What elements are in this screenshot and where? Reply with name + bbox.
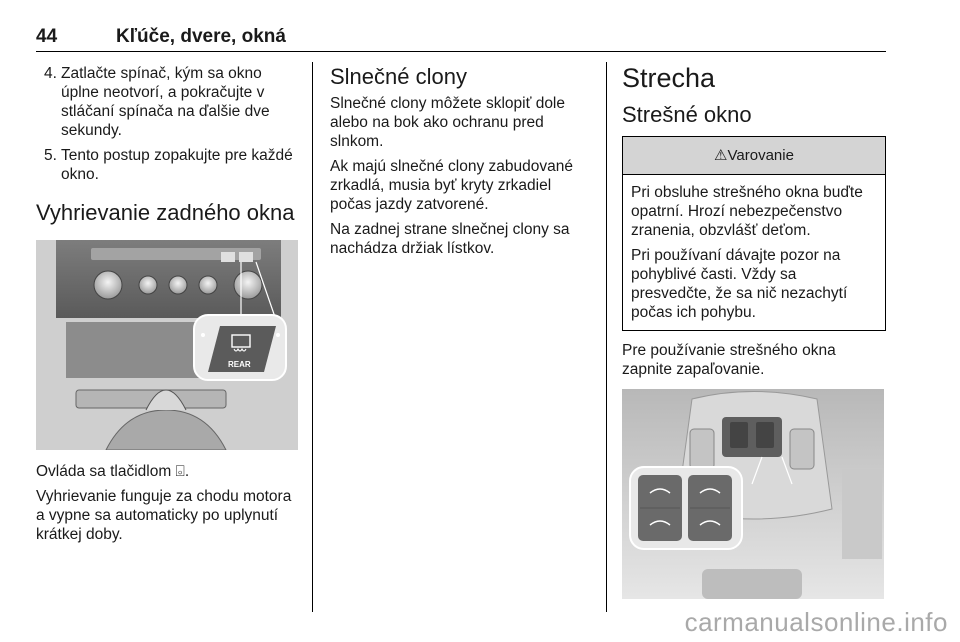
- sunroof-illustration: [622, 389, 884, 599]
- section-title-sun-visors: Slnečné clony: [330, 64, 467, 89]
- column-divider-1: [312, 62, 313, 612]
- column-divider-2: [606, 62, 607, 612]
- page-header: [36, 26, 886, 52]
- section-title-rear-heating: Vyhrievanie zadného okna: [36, 200, 295, 225]
- steps-list: [36, 64, 302, 184]
- sun-visor-paragraph: Ak majú slnečné clony zabudované zrkadlá, musia byť kryty zrkadiel počas jazdy zatvorené.: [330, 158, 573, 213]
- page-number: 44: [36, 26, 58, 47]
- sunroof-switch-image: [622, 389, 884, 599]
- warning-heading: Varovanie: [727, 147, 794, 164]
- console-illustration: [36, 240, 298, 450]
- warning-icon: ⚠: [714, 147, 728, 164]
- step-item: [36, 64, 302, 140]
- rear-heating-description: Vyhrievanie funguje za chodu motora a vypne sa automaticky po uplynutí krátkej doby.: [36, 488, 292, 543]
- sunroof-ignition-text: Pre používanie strešného okna zapnite zapaľovanie.: [622, 342, 836, 378]
- watermark: carmanualsonline.info: [684, 607, 948, 637]
- section-title-roof: Strecha: [622, 63, 716, 93]
- sunroof-switch-callout: [630, 467, 742, 549]
- column-3: [622, 62, 886, 599]
- step-text: Tento postup zopakujte pre každé okno.: [61, 147, 293, 183]
- warning-box: [622, 136, 886, 331]
- rear-defrost-console-image: [36, 240, 298, 450]
- sun-visor-paragraph: Slnečné clony môžete sklopiť dole alebo na bok ako ochranu pred slnkom.: [330, 95, 565, 150]
- warning-paragraph: Pri používaní dávajte pozor na pohyblivé časti. Vždy sa presvedčte, že sa nič nezachytí počas ich pohybu.: [631, 247, 848, 321]
- warning-header: [623, 137, 885, 175]
- section-title-sunroof: Strešné okno: [622, 102, 752, 127]
- step-text: Zatlačte spínač, kým sa okno úplne neotvorí, a pokračujte v stláčaní spínača na ďalšie dve sekundy.: [61, 65, 270, 139]
- rear-button-callout: [194, 315, 286, 380]
- rear-heating-control-text: Ovláda sa tlačidlom ⌻.: [36, 463, 190, 480]
- warning-body: [623, 175, 885, 330]
- warning-paragraph: Pri obsluhe strešného okna buďte opatrní. Hrozí nebezpečenstvo zranenia, obzvlášť deťom.: [631, 184, 863, 239]
- rear-button-label: REAR: [228, 360, 251, 369]
- step-item: [36, 146, 302, 184]
- column-1: [36, 64, 302, 550]
- sun-visor-paragraph: Na zadnej strane slnečnej clony sa nachádza držiak lístkov.: [330, 221, 570, 257]
- step-number: 4.: [44, 65, 57, 82]
- column-2: [330, 64, 594, 264]
- chapter-title: Kľúče, dvere, okná: [116, 26, 286, 47]
- step-number: 5.: [44, 147, 57, 164]
